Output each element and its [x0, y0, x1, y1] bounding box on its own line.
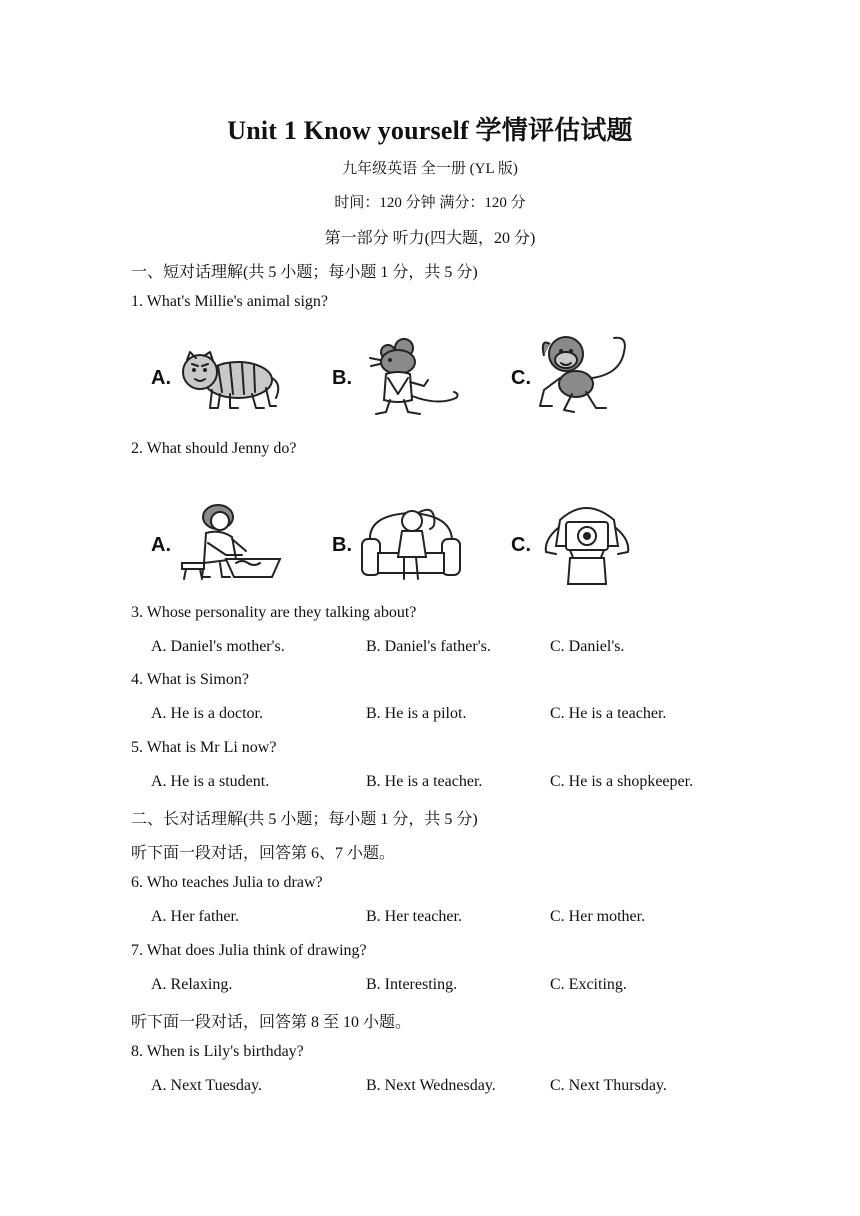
- q7-option-a: A. Relaxing.: [151, 976, 233, 993]
- q6-option-c: C. Her mother.: [550, 908, 646, 925]
- question-5: 5. What is Mr Li now?: [131, 739, 277, 756]
- q1-option-b-label: B.: [332, 367, 352, 389]
- tiger-icon: [178, 344, 282, 412]
- q8-option-b: B. Next Wednesday.: [366, 1077, 496, 1094]
- q5-option-a: A. He is a student.: [151, 773, 270, 790]
- q7-option-b: B. Interesting.: [366, 976, 458, 993]
- instruction-q8-q10: 听下面一段对话，回答第 8 至 10 小题。: [131, 1014, 412, 1031]
- q8-option-a: A. Next Tuesday.: [151, 1077, 262, 1094]
- q4-option-b: B. He is a pilot.: [366, 705, 467, 722]
- q4-option-a: A. He is a doctor.: [151, 705, 263, 722]
- page-title: Unit 1 Know yourself 学情评估试题: [227, 116, 633, 145]
- q8-option-c: C. Next Thursday.: [550, 1077, 667, 1094]
- mouse-icon: [368, 338, 462, 418]
- sitting-on-sofa-icon: [360, 499, 462, 585]
- page-subtitle: 九年级英语 全一册 (YL 版): [342, 161, 518, 177]
- q5-option-c: C. He is a shopkeeper.: [550, 773, 694, 790]
- q6-option-a: A. Her father.: [151, 908, 239, 925]
- question-1: 1. What's Millie's animal sign?: [131, 293, 328, 310]
- q3-option-a: A. Daniel's mother's.: [151, 638, 285, 655]
- section1-heading: 一、短对话理解(共 5 小题；每小题 1 分，共 5 分): [131, 264, 478, 281]
- q6-option-b: B. Her teacher.: [366, 908, 462, 925]
- part1-heading: 第一部分 听力(四大题，20 分): [324, 230, 536, 247]
- q1-option-a-label: A.: [151, 367, 171, 389]
- q2-option-a-label: A.: [151, 534, 171, 556]
- instruction-q6-q7: 听下面一段对话，回答第 6、7 小题。: [131, 845, 396, 862]
- question-2: 2. What should Jenny do?: [131, 440, 297, 457]
- section2-heading: 二、长对话理解(共 5 小题；每小题 1 分，共 5 分): [131, 811, 478, 828]
- question-8: 8. When is Lily's birthday?: [131, 1043, 304, 1060]
- q7-option-c: C. Exciting.: [550, 976, 627, 993]
- q4-option-c: C. He is a teacher.: [550, 705, 667, 722]
- q3-option-c: C. Daniel's.: [550, 638, 625, 655]
- taking-photo-icon: [540, 500, 634, 586]
- question-6: 6. Who teaches Julia to draw?: [131, 874, 323, 891]
- monkey-icon: [536, 332, 632, 414]
- q5-option-b: B. He is a teacher.: [366, 773, 483, 790]
- q3-option-b: B. Daniel's father's.: [366, 638, 491, 655]
- question-4: 4. What is Simon?: [131, 671, 249, 688]
- question-3: 3. Whose personality are they talking about?: [131, 604, 417, 621]
- washing-clothes-icon: [180, 503, 282, 583]
- question-7: 7. What does Julia think of drawing?: [131, 942, 367, 959]
- q1-option-c-label: C.: [511, 367, 531, 389]
- q2-option-c-label: C.: [511, 534, 531, 556]
- q2-option-b-label: B.: [332, 534, 352, 556]
- time-score-line: 时间：120 分钟 满分：120 分: [334, 195, 526, 211]
